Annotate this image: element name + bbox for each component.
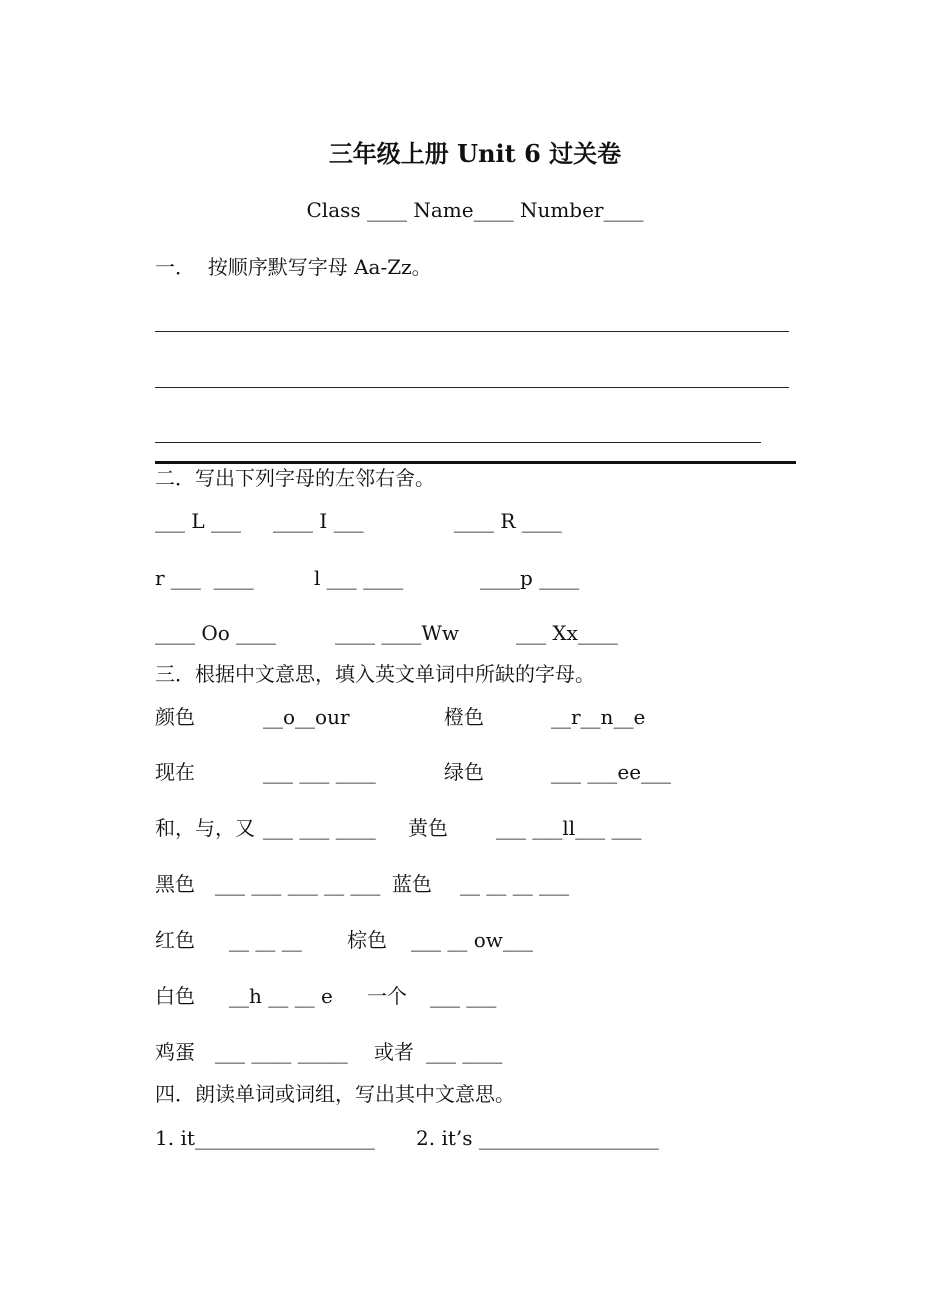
neighbor-item[interactable]: ____ ____Ww <box>335 621 460 645</box>
translation-item[interactable]: 2. it’s __________________ <box>416 1126 659 1150</box>
word-blank[interactable]: ___ ___ ___ __ ___ <box>215 872 381 896</box>
neighbor-item[interactable]: ____ R ____ <box>454 509 562 533</box>
chinese-meaning: 橙色 <box>444 705 484 729</box>
word-blank[interactable]: ___ ___ ____ <box>263 760 376 784</box>
translation-item[interactable]: 1. it__________________ <box>155 1126 375 1150</box>
chinese-meaning: 白色 <box>155 984 195 1008</box>
neighbor-item[interactable]: l ___ ____ <box>314 566 404 590</box>
section2-heading: 二．写出下列字母的左邻右舍。 <box>155 466 435 490</box>
neighbor-item[interactable]: r ___ ____ <box>155 566 254 590</box>
chinese-meaning: 红色 <box>155 928 195 952</box>
neighbor-item[interactable]: ___ Xx____ <box>516 621 618 645</box>
neighbor-item[interactable]: ___ L ___ <box>155 509 241 533</box>
answer-line-1[interactable] <box>155 331 789 332</box>
class-info: Class ____ Name____ Number____ <box>306 198 644 222</box>
section1-heading: 一． 按顺序默写字母 Aa-Zz。 <box>155 255 432 279</box>
section3-heading: 三．根据中文意思，填入英文单词中所缺的字母。 <box>155 662 595 686</box>
chinese-meaning: 颜色 <box>155 705 195 729</box>
word-blank[interactable]: ___ ___ <box>430 984 497 1008</box>
chinese-meaning: 黄色 <box>408 816 448 840</box>
word-blank[interactable]: __o__our <box>263 705 350 729</box>
chinese-meaning: 鸡蛋 <box>155 1040 195 1064</box>
word-blank[interactable]: __r__n__e <box>551 705 646 729</box>
neighbor-item[interactable]: ____ I ___ <box>273 509 364 533</box>
word-blank[interactable]: ___ ___ ____ <box>263 816 376 840</box>
section4-heading: 四．朗读单词或词组，写出其中文意思。 <box>155 1082 515 1106</box>
word-blank[interactable]: ___ ___ll___ ___ <box>496 816 642 840</box>
word-blank[interactable]: __ __ __ <box>229 928 302 952</box>
chinese-meaning: 棕色 <box>347 928 387 952</box>
chinese-meaning: 绿色 <box>444 760 484 784</box>
page-title: 三年级上册 Unit 6 过关卷 <box>328 139 622 168</box>
neighbor-item[interactable]: ____p ____ <box>480 566 580 590</box>
answer-line-2[interactable] <box>155 387 789 388</box>
word-blank[interactable]: __h __ __ e <box>229 984 333 1008</box>
answer-line-3[interactable] <box>155 442 761 443</box>
word-blank[interactable]: ___ __ ow___ <box>411 928 533 952</box>
chinese-meaning: 和，与，又 <box>155 816 255 840</box>
word-blank[interactable]: ___ ____ <box>426 1040 503 1064</box>
word-blank[interactable]: ___ ___ee___ <box>551 760 672 784</box>
section-divider <box>155 461 796 464</box>
word-blank[interactable]: __ __ __ ___ <box>460 872 570 896</box>
chinese-meaning: 黑色 <box>155 872 195 896</box>
neighbor-item[interactable]: ____ Oo ____ <box>155 621 277 645</box>
chinese-meaning: 蓝色 <box>392 872 432 896</box>
word-blank[interactable]: ___ ____ _____ <box>215 1040 348 1064</box>
chinese-meaning: 或者 <box>374 1040 414 1064</box>
chinese-meaning: 现在 <box>155 760 195 784</box>
chinese-meaning: 一个 <box>367 984 407 1008</box>
